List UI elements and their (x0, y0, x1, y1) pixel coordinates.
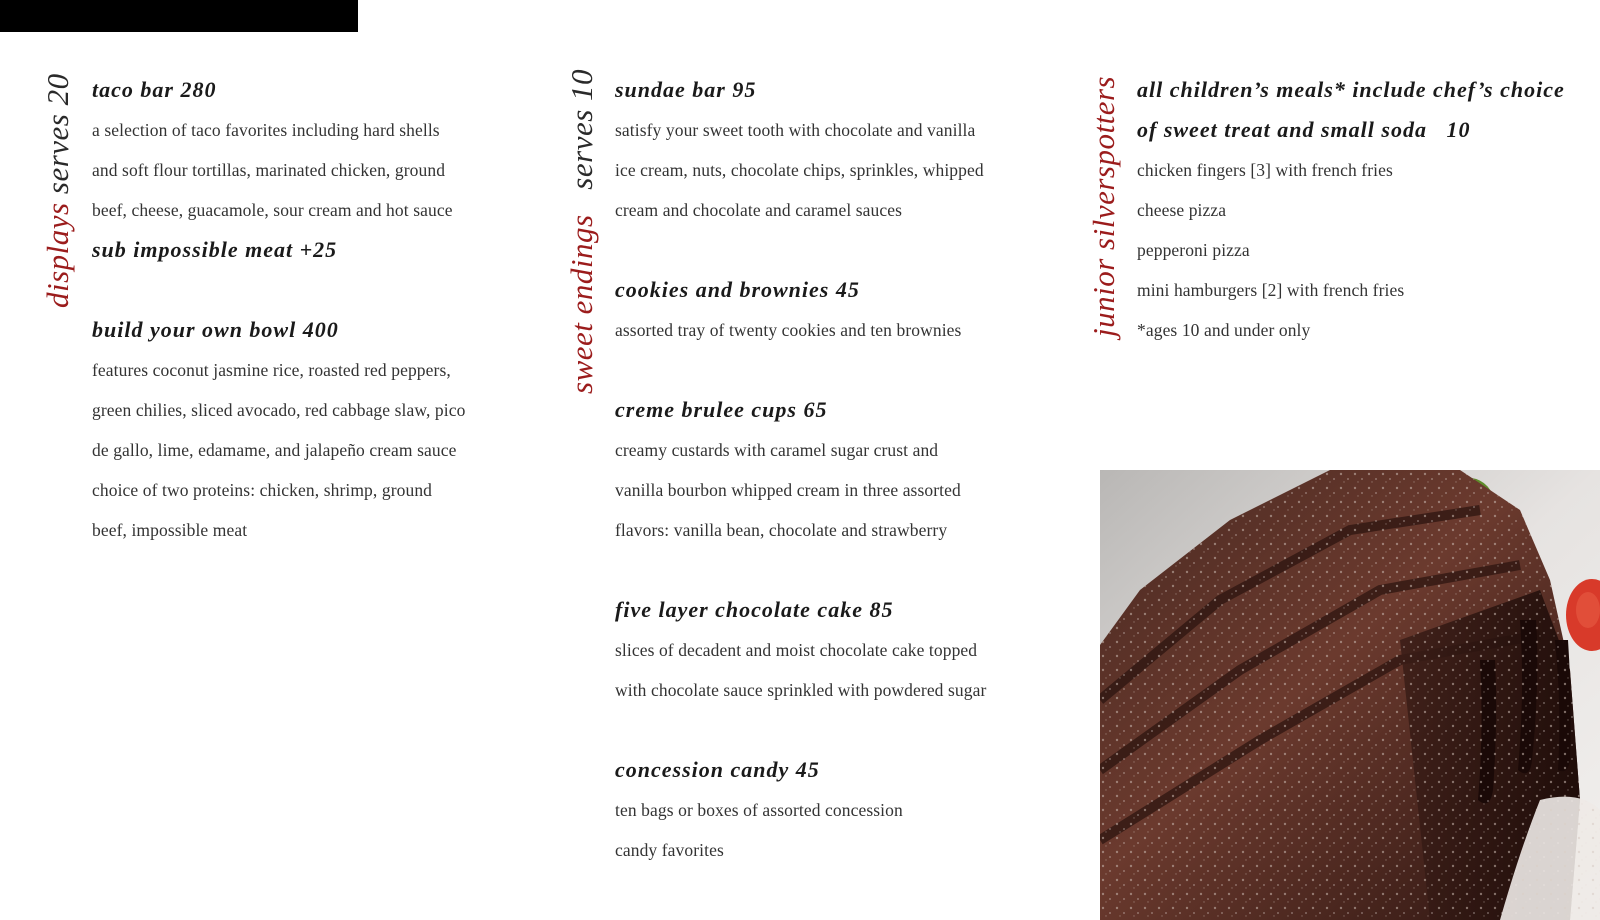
menu-item-description-line: assorted tray of twenty cookies and ten brownies (615, 320, 962, 340)
menu-item-description-line: de gallo, lime, edamame, and jalapeño cream sauce (92, 440, 457, 460)
menu-item-description-line: ten bags or boxes of assorted concession (615, 800, 903, 820)
junior-section-label (1084, 76, 1124, 337)
junior-label-accent: junior silverspotters (1086, 75, 1121, 337)
menu-item-description-line: features coconut jasmine rice, roasted red peppers, (92, 360, 451, 380)
menu-item-description-line: choice of two proteins: chicken, shrimp, ground (92, 480, 433, 500)
sweet-endings-column (615, 70, 986, 870)
menu-item-title: build your own bowl 400 (92, 317, 339, 342)
menu-item-addon: sub impossible meat +25 (92, 237, 338, 262)
menu-item-description-line: green chilies, sliced avocado, red cabbage slaw, pico (92, 400, 466, 420)
menu-item-title: taco bar 280 (92, 77, 217, 102)
displays-column (92, 70, 465, 550)
menu-item-description-line: satisfy your sweet tooth with chocolate and vanilla (615, 120, 976, 140)
junior-title-line: all children’s meals* include chef’s choice (1137, 77, 1565, 102)
menu-item-description-line: and soft flour tortillas, marinated chicken, ground (92, 160, 446, 180)
displays-label-accent: displays (40, 202, 75, 308)
chocolate-cake-photo (1100, 470, 1600, 920)
sweet-endings-label-accent: sweet endings (564, 214, 599, 394)
menu-item-description-line: flavors: vanilla bean, chocolate and strawberry (615, 520, 948, 540)
menu-item-description-line: with chocolate sauce sprinkled with powdered sugar (615, 680, 987, 700)
sweet-endings-section-label (562, 69, 602, 394)
menu-item-title: sundae bar 95 (615, 77, 757, 102)
menu-item-title: cookies and brownies 45 (615, 277, 860, 302)
menu-item-description-line: beef, impossible meat (92, 520, 248, 540)
header-black-bar (0, 0, 358, 32)
menu-item-description-line: a selection of taco favorites including hard shells (92, 120, 440, 140)
menu-item-title: creme brulee cups 65 (615, 397, 828, 422)
menu-item-description-line: ice cream, nuts, chocolate chips, sprinkles, whipped (615, 160, 984, 180)
displays-section-label (38, 73, 78, 308)
junior-menu-item: chicken fingers [3] with french fries (1137, 160, 1393, 180)
junior-menu-item: cheese pizza (1137, 200, 1227, 220)
junior-column (1137, 70, 1565, 350)
menu-item-description-line: candy favorites (615, 840, 724, 860)
menu-item-description-line: creamy custards with caramel sugar crust and (615, 440, 939, 460)
junior-menu-item: mini hamburgers [2] with french fries (1137, 280, 1405, 300)
junior-age-note: *ages 10 and under only (1137, 320, 1311, 340)
menu-item-description-line: cream and chocolate and caramel sauces (615, 200, 903, 220)
menu-item-description-line: slices of decadent and moist chocolate cake topped (615, 640, 978, 660)
junior-menu-item: pepperoni pizza (1137, 240, 1250, 260)
menu-item-description-line: vanilla bourbon whipped cream in three assorted (615, 480, 961, 500)
menu-item-description-line: beef, cheese, guacamole, sour cream and hot sauce (92, 200, 453, 220)
junior-title-line: of sweet treat and small soda 10 (1137, 117, 1471, 142)
menu-item-title: concession candy 45 (615, 757, 820, 782)
displays-label-serves: serves 20 (40, 73, 75, 203)
menu-item-title: five layer chocolate cake 85 (615, 597, 894, 622)
sweet-endings-label-serves: serves 10 (564, 68, 599, 215)
